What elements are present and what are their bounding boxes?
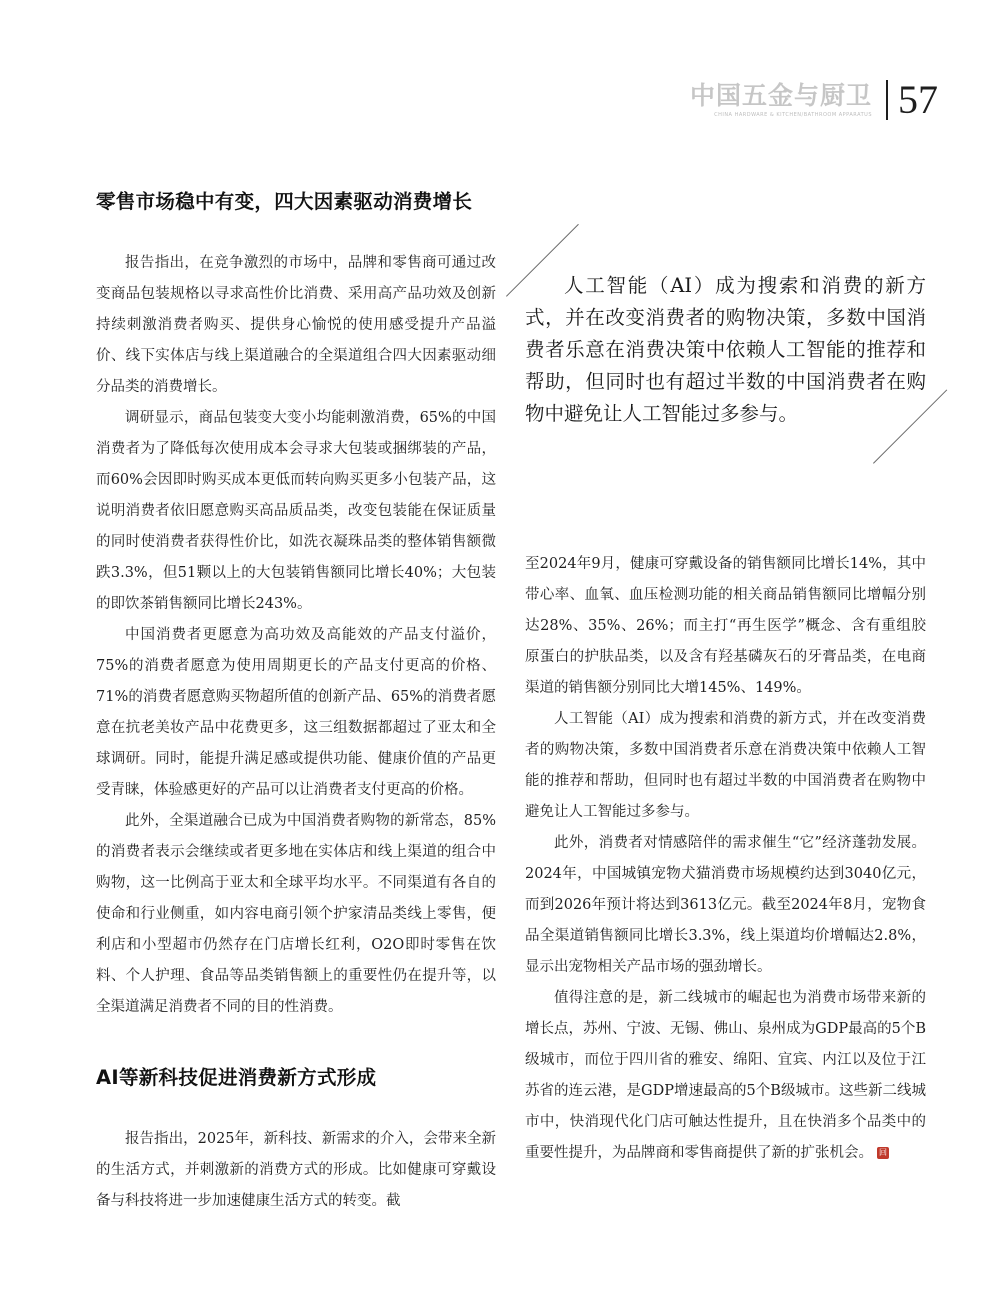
article-column-right: [525, 549, 926, 1169]
brand-name: 中国五金与厨卫: [689, 81, 872, 110]
paragraph: 中国消费者更愿意为高功效及高能效的产品支付溢价，75%的消费者愿意为使用周期更长的产品支付更高的价格、71%的消费者愿意购买物超所值的创新产品、65%的消费者愿意在抗老美妆产品中花费更多，这三组数据都超过了亚太和全球调研。同时，能提升满足感或提供功能、健康价值的产品更受青睐，体验感更好的产品可以让消费者支付更高的价格。: [96, 627, 496, 798]
header-divider: [886, 80, 888, 120]
pull-quote-text: 人工智能（AI）成为搜索和消费的新方式，并在改变消费者的购物决策，多数中国消费者乐意在消费决策中依赖人工智能的推荐和帮助，但同时也有超过半数的中国消费者在购物中避免让人工智能过多参与。: [525, 274, 926, 425]
paragraph: 报告指出，在竞争激烈的市场中，品牌和零售商可通过改变商品包装规格以寻求高性价比消费、采用高产品功效及创新持续刺激消费者购买、提供身心愉悦的使用感受提升产品溢价、线下实体店与线上渠道融合的全渠道组合四大因素驱动细分品类的消费增长。: [96, 255, 496, 395]
paragraph: 调研显示，商品包装变大变小均能刺激消费，65%的中国消费者为了降低每次使用成本会寻求大包装或捆绑装的产品，而60%会因即时购买成本更低而转向购买更多小包装产品，这说明消费者依旧愿意购买高品质品类，改变包装能在保证质量的同时使消费者获得性价比，如洗衣凝珠品类的整体销售额微跌3.3%，但51颗以上的大包装销售额同比增长40%；大包装的即饮茶销售额同比增长243%。: [96, 410, 496, 612]
article-column-left-top: [96, 248, 496, 1023]
paragraph: 人工智能（AI）成为搜索和消费的新方式，并在改变消费者的购物决策，多数中国消费者乐意在消费决策中依赖人工智能的推荐和帮助，但同时也有超过半数的中国消费者在购物中避免让人工智能过多参与。: [525, 711, 926, 820]
section-heading-retail: 零售市场稳中有变，四大因素驱动消费增长: [96, 190, 473, 213]
section-heading-ai: AI等新科技促进消费新方式形成: [96, 1066, 377, 1089]
paragraph: 此外，全渠道融合已成为中国消费者购物的新常态，85%的消费者表示会继续或者更多地在实体店和线上渠道的组合中购物，这一比例高于亚太和全球平均水平。不同渠道有各自的使命和行业侧重，如内容电商引领个护家清品类线上零售，便利店和小型超市仍然存在门店增长红利，O2O即时零售在饮料、个人护理、食品等品类销售额上的重要性仍在提升等，以全渠道满足消费者不同的目的性消费。: [96, 813, 496, 1015]
brand-subtitle: CHINA HARDWARE & KITCHEN/BATHROOM APPARATUS: [714, 112, 872, 118]
paragraph: 报告指出，2025年，新科技、新需求的介入，会带来全新的生活方式，并刺激新的消费方式的形成。比如健康可穿戴设备与科技将进一步加速健康生活方式的转变。截: [96, 1131, 496, 1209]
paragraph: [525, 983, 926, 1169]
pull-quote: [525, 270, 926, 430]
page-number: 57: [898, 77, 938, 122]
magazine-logo: [690, 82, 872, 118]
paragraph-text: 值得注意的是，新二线城市的崛起也为消费市场带来新的增长点，苏州、宁波、无锡、佛山、泉州成为GDP最高的5个B级城市，而位于四川省的雅安、绵阳、宜宾、内江以及位于江苏省的连云港，是GDP增速最高的5个B级城市。这些新二线城市中，快消现代化门店可触达性提升，且在快消多个品类中的重要性提升，为品牌商和零售商提供了新的扩张机会。: [525, 990, 926, 1161]
paragraph: 此外，消费者对情感陪伴的需求催生“它”经济蓬勃发展。2024年，中国城镇宠物犬猫消费市场规模约达到3040亿元，而到2026年预计将达到3613亿元。截至2024年8月，宠物食品全渠道销售额同比增长3.3%，线上渠道均价增幅达2.8%，显示出宠物相关产品市场的强劲增长。: [525, 835, 926, 975]
page-header: [690, 78, 938, 122]
end-of-article-icon: 回: [879, 1148, 887, 1157]
article-column-left-bottom: [96, 1124, 496, 1217]
paragraph: 至2024年9月，健康可穿戴设备的销售额同比增长14%，其中带心率、血氧、血压检测功能的相关商品销售额同比增幅分别达28%、35%、26%；而主打“再生医学”概念、含有重组胶原蛋白的护肤品类，以及含有羟基磷灰石的牙膏品类，在电商渠道的销售额分别同比大增145%、149%。: [525, 556, 926, 696]
